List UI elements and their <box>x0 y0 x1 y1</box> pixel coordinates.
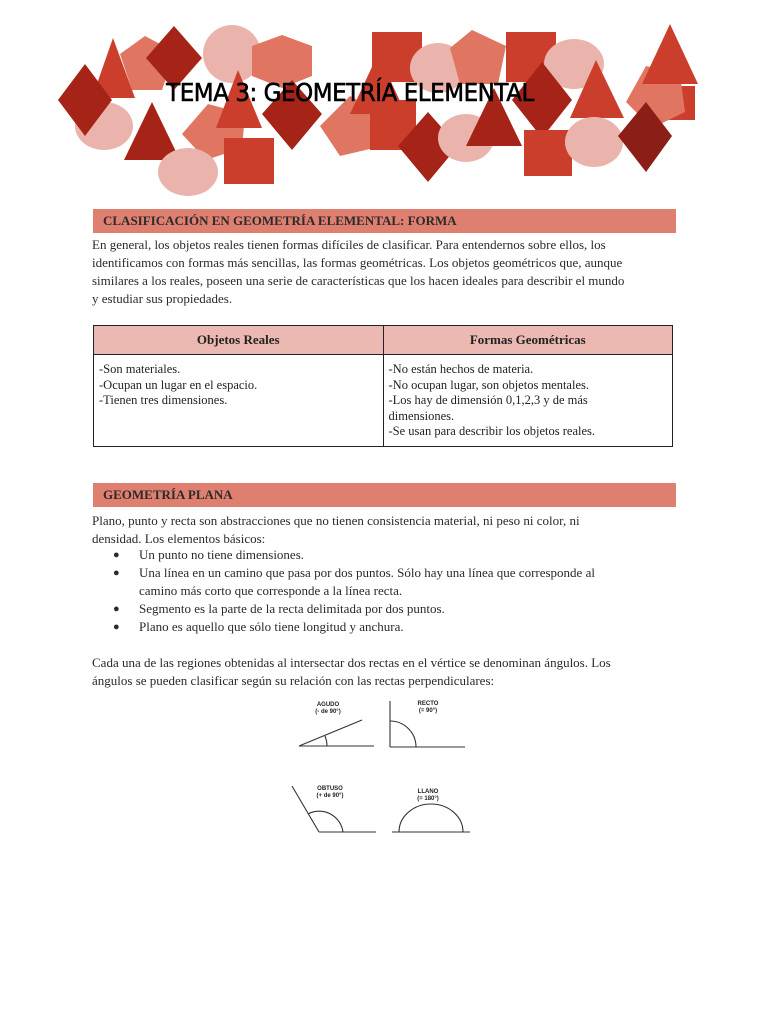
list-item-text: camino más corto que corresponde a la línea recta. <box>139 583 403 598</box>
list-item <box>113 618 673 636</box>
acute-angle-label <box>308 702 348 715</box>
straight-angle-label <box>410 789 446 802</box>
list-item-text: Un punto no tiene dimensiones. <box>139 547 305 562</box>
paragraph-line: En general, los objetos reales tienen formas difíciles de clasificar. Para entendernos sobre ellos, los <box>92 237 606 252</box>
paragraph-line: Plano, punto y recta son abstracciones que no tienen consistencia material, ni peso ni color, ni <box>92 513 580 528</box>
right-angle-label <box>410 701 446 714</box>
column-header-formas-geometricas: Formas Geométricas <box>383 326 673 355</box>
paragraph-line: densidad. Los elementos básicos: <box>92 531 266 546</box>
angle-types-figure <box>288 690 478 840</box>
table-header-row <box>94 326 673 355</box>
section-heading-geometria-plana: GEOMETRÍA PLANA <box>93 483 676 507</box>
paragraph-line: y estudiar sus propiedades. <box>92 291 233 306</box>
geometric-shapes-decoration <box>40 18 720 198</box>
list-item-text: Una línea en un camino que pasa por dos puntos. Sólo hay una línea que corresponde al <box>139 565 595 580</box>
list-item <box>113 600 673 618</box>
table-row <box>94 355 673 447</box>
section-heading-forma: CLASIFICACIÓN EN GEOMETRÍA ELEMENTAL: FORMA <box>93 209 676 233</box>
angle-name: OBTUSO <box>317 786 343 792</box>
bullet-icon: ● <box>113 549 120 561</box>
straight-angle-diagram <box>392 804 470 832</box>
table-cell-formas-geometricas <box>383 355 673 447</box>
angle-note: (- de 90°) <box>315 708 341 715</box>
basic-elements-list <box>113 546 673 636</box>
comparison-table <box>93 325 673 447</box>
paragraph-line: similares a los reales, poseen una serie de características que los hacen ideales para describir el mundo <box>92 273 625 288</box>
page-title: TEMA 3: GEOMETRÍA ELEMENTAL <box>166 78 534 107</box>
bullet-icon: ● <box>113 603 120 615</box>
paragraph-line: identificamos con formas más sencillas, las formas geométricas. Los objetos geométricos que, aunque <box>92 255 623 270</box>
obtuse-angle-label <box>310 786 350 799</box>
bullet-icon: ● <box>113 567 120 579</box>
angle-note: (+ de 90°) <box>316 792 344 799</box>
angle-name: LLANO <box>417 789 439 795</box>
cell-line: -Son materiales. <box>99 362 181 376</box>
paragraph-line: Cada una de las regiones obtenidas al intersectar dos rectas en el vértice se denominan ángulos. Los <box>92 655 611 670</box>
cell-line: -No ocupan lugar, son objetos mentales. <box>388 377 589 392</box>
cell-line: -Ocupan un lugar en el espacio. <box>99 377 258 392</box>
cell-line: dimensiones. <box>388 408 455 423</box>
angle-note: (= 90°) <box>418 707 438 714</box>
header-banner <box>40 18 720 198</box>
angle-name: AGUDO <box>316 702 340 708</box>
list-item <box>113 546 673 564</box>
cell-line: -Se usan para describir los objetos reales. <box>388 424 596 438</box>
angle-note: (= 180°) <box>417 795 439 802</box>
cell-line: -Los hay de dimensión 0,1,2,3 y de más <box>388 393 588 407</box>
cell-line: -Tienen tres dimensiones. <box>99 393 228 407</box>
angles-paragraph <box>92 654 682 690</box>
plane-intro-paragraph <box>92 512 682 548</box>
cell-line: -No están hechos de materia. <box>388 362 534 376</box>
list-item-text: Segmento es la parte de la recta delimitada por dos puntos. <box>139 601 445 616</box>
bullet-icon: ● <box>113 621 120 633</box>
intro-paragraph <box>92 236 682 308</box>
paragraph-line: ángulos se pueden clasificar según su relación con las rectas perpendiculares: <box>92 673 495 688</box>
acute-angle-diagram <box>299 720 374 746</box>
column-header-objetos-reales: Objetos Reales <box>94 326 384 355</box>
list-item <box>113 564 673 600</box>
list-item-text: Plano es aquello que sólo tiene longitud y anchura. <box>139 619 404 634</box>
table-cell-objetos-reales <box>94 355 384 447</box>
angle-name: RECTO <box>417 701 439 707</box>
